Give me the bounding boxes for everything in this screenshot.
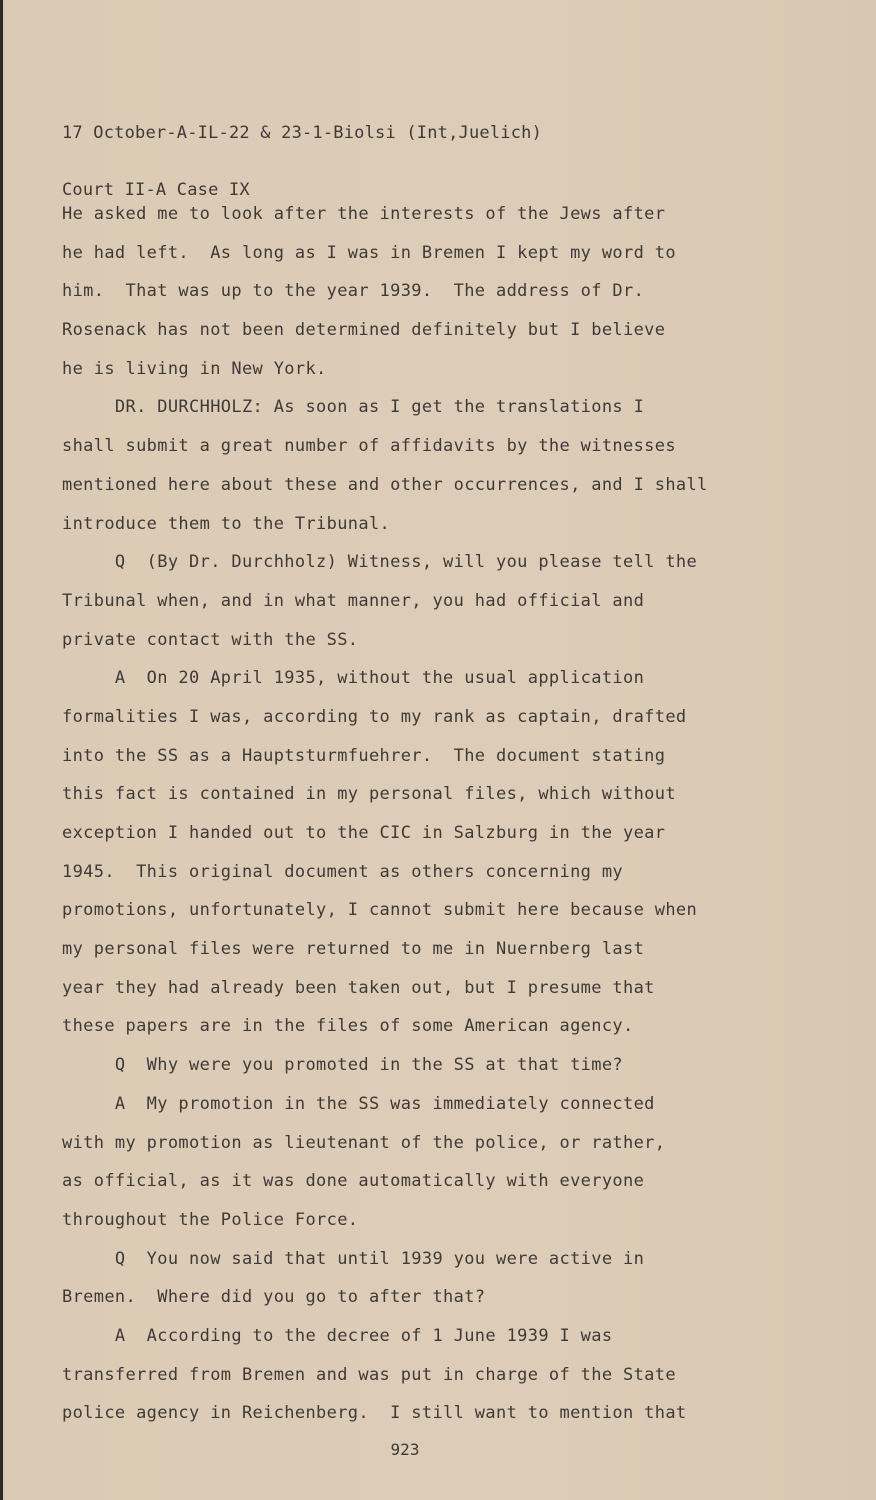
text-line-16: this fact is contained in my personal files, which without bbox=[62, 784, 676, 805]
text-line-3: him. That was up to the year 1939. The address of Dr. bbox=[62, 281, 645, 302]
text-line-15: into the SS as a Hauptsturmfuehrer. The document stating bbox=[62, 745, 666, 766]
text-line-31: transferred from Bremen and was put in charge of the State bbox=[62, 1364, 676, 1385]
text-line-29: Bremen. Where did you go to after that? bbox=[62, 1287, 486, 1308]
text-line-9: introduce them to the Tribunal. bbox=[62, 513, 391, 534]
text-line-25: with my promotion as lieutenant of the police, or rather, bbox=[62, 1132, 666, 1153]
text-line-22: these papers are in the files of some American agency. bbox=[62, 1016, 634, 1037]
text-line-12: private contact with the SS. bbox=[62, 629, 359, 650]
text-line-21: year they had already been taken out, but I presume that bbox=[62, 977, 655, 998]
text-line-20: my personal files were returned to me in Nuernberg last bbox=[62, 939, 645, 960]
text-line-10: Q (By Dr. Durchholz) Witness, will you please tell the bbox=[62, 552, 698, 573]
text-line-2: he had left. As long as I was in Bremen I kept my word to bbox=[62, 242, 676, 263]
text-line-7: shall submit a great number of affidavits by the witnesses bbox=[62, 436, 676, 457]
text-line-8: mentioned here about these and other occurrences, and I shall bbox=[62, 474, 708, 495]
text-line-4: Rosenack has not been determined definitely but I believe bbox=[62, 320, 666, 341]
text-line-28: Q You now said that until 1939 you were active in bbox=[62, 1248, 645, 1269]
text-line-14: formalities I was, according to my rank as captain, drafted bbox=[62, 706, 687, 727]
header-line-1: 17 October-A-IL-22 & 23-1-Biolsi (Int,Juelich) bbox=[62, 123, 543, 143]
text-line-24: A My promotion in the SS was immediately connected bbox=[62, 1093, 655, 1114]
page-number: 923 bbox=[390, 1440, 420, 1459]
text-line-6: DR. DURCHHOLZ: As soon as I get the translations I bbox=[62, 397, 645, 418]
text-line-1: He asked me to look after the interests of the Jews after bbox=[62, 204, 666, 224]
text-line-26: as official, as it was done automatically with everyone bbox=[62, 1171, 645, 1192]
text-line-13: A On 20 April 1935, without the usual application bbox=[62, 668, 645, 689]
text-line-18: 1945. This original document as others concerning my bbox=[62, 861, 623, 882]
page-edge bbox=[0, 0, 3, 1500]
header-line-2: Court II-A Case IX bbox=[62, 180, 250, 200]
text-line-19: promotions, unfortunately, I cannot submit here because when bbox=[62, 900, 698, 921]
text-line-27: throughout the Police Force. bbox=[62, 1209, 359, 1230]
text-line-11: Tribunal when, and in what manner, you had official and bbox=[62, 590, 645, 611]
text-line-5: he is living in New York. bbox=[62, 358, 327, 379]
text-line-32: police agency in Reichenberg. I still want to mention that bbox=[62, 1403, 687, 1424]
text-line-17: exception I handed out to the CIC in Salzburg in the year bbox=[62, 823, 666, 843]
text-line-30: A According to the decree of 1 June 1939 I was bbox=[62, 1325, 613, 1346]
text-line-23: Q Why were you promoted in the SS at that time? bbox=[62, 1055, 623, 1076]
transcript-body bbox=[62, 201, 842, 1439]
